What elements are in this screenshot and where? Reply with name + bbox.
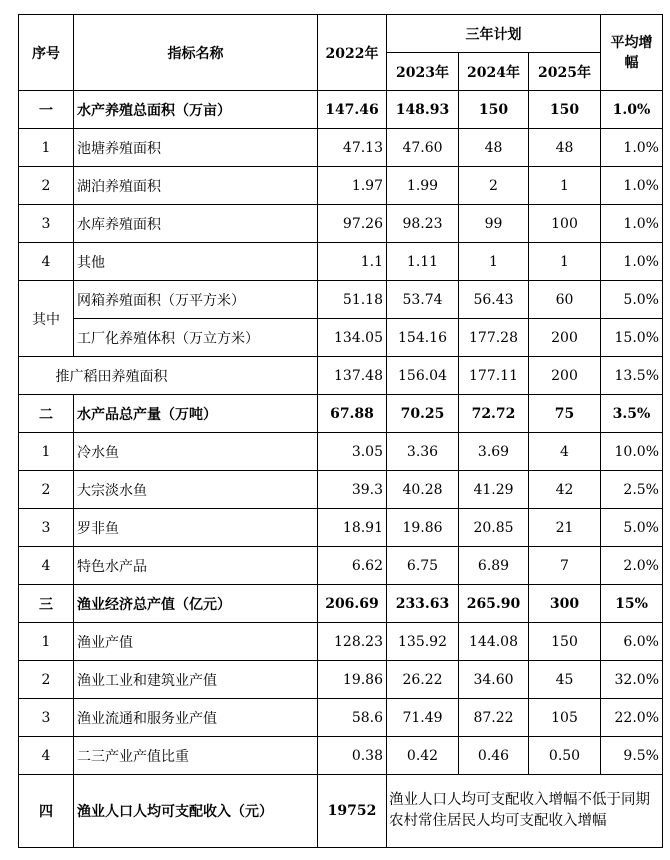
row-2022-cell: 97.26 — [318, 205, 387, 243]
income-name-cell: 渔业人口人均可支配收入（元） — [74, 775, 318, 848]
row-2025-cell: 48 — [529, 129, 601, 167]
row-2024-cell: 87.22 — [459, 699, 529, 737]
row-2022-cell: 137.48 — [318, 357, 387, 395]
row-2024-cell: 265.90 — [459, 585, 529, 623]
row-2024-cell: 3.69 — [459, 433, 529, 471]
row-2023-cell: 135.92 — [387, 623, 459, 661]
row-seq-cell: 1 — [19, 129, 74, 167]
row-avg-cell: 32.0% — [601, 661, 663, 699]
row-2023-cell: 47.60 — [387, 129, 459, 167]
row-name-cell: 大宗淡水鱼 — [74, 471, 318, 509]
row-name-cell: 渔业工业和建筑业产值 — [74, 661, 318, 699]
row-seq-cell: 2 — [19, 661, 74, 699]
row-name-cell: 渔业经济总产值（亿元） — [74, 585, 318, 623]
row-2024-cell: 0.46 — [459, 737, 529, 775]
row-seq-cell: 三 — [19, 585, 74, 623]
row-2024-cell: 99 — [459, 205, 529, 243]
header-2025: 2025年 — [529, 53, 601, 91]
row-2024-cell: 6.89 — [459, 547, 529, 585]
row-2023-cell: 98.23 — [387, 205, 459, 243]
row-avg-cell: 1.0% — [601, 91, 663, 129]
row-2025-cell: 75 — [529, 395, 601, 433]
row-2023-cell: 70.25 — [387, 395, 459, 433]
row-2022-cell: 67.88 — [318, 395, 387, 433]
row-2025-cell: 60 — [529, 281, 601, 319]
table-row — [19, 205, 663, 243]
income-note-cell: 渔业人口人均可支配收入增幅不低于同期农村常住居民人均可支配收入增幅 — [387, 775, 663, 848]
table-row — [19, 737, 663, 775]
row-2022-cell: 206.69 — [318, 585, 387, 623]
row-2025-cell: 100 — [529, 205, 601, 243]
row-seq-cell: 4 — [19, 737, 74, 775]
row-name-cell: 水产品总产量（万吨） — [74, 395, 318, 433]
row-2025-cell: 200 — [529, 319, 601, 357]
row-2024-cell: 34.60 — [459, 661, 529, 699]
table-row — [19, 509, 663, 547]
row-2025-cell: 45 — [529, 661, 601, 699]
row-2022-cell: 3.05 — [318, 433, 387, 471]
row-name-cell: 冷水鱼 — [74, 433, 318, 471]
income-2022-cell: 19752 — [318, 775, 387, 848]
row-seq-cell: 二 — [19, 395, 74, 433]
row-2025-cell: 42 — [529, 471, 601, 509]
row-seq-cell: 4 — [19, 243, 74, 281]
header-avg-growth-label: 平均增幅 — [610, 34, 653, 71]
row-seq-cell: 2 — [19, 167, 74, 205]
row-2024-cell: 177.28 — [459, 319, 529, 357]
row-2025-cell: 7 — [529, 547, 601, 585]
row-2022-cell: 6.62 — [318, 547, 387, 585]
row-2025-cell: 105 — [529, 699, 601, 737]
header-seq: 序号 — [19, 15, 74, 91]
row-name-cell: 二三产业产值比重 — [74, 737, 318, 775]
row-name-cell: 工厂化养殖体积（万立方米） — [74, 319, 318, 357]
row-avg-cell: 9.5% — [601, 737, 663, 775]
row-name-cell — [55, 357, 318, 395]
row-2025-cell: 1 — [529, 243, 601, 281]
row-2024-cell: 72.72 — [459, 395, 529, 433]
row-2023-cell: 6.75 — [387, 547, 459, 585]
row-2023-cell: 53.74 — [387, 281, 459, 319]
row-avg-cell: 2.5% — [601, 471, 663, 509]
row-avg-cell: 15% — [601, 585, 663, 623]
row-avg-cell: 22.0% — [601, 699, 663, 737]
row-avg-cell: 2.0% — [601, 547, 663, 585]
row-2025-cell: 0.50 — [529, 737, 601, 775]
row-avg-cell: 3.5% — [601, 395, 663, 433]
row-avg-cell: 5.0% — [601, 281, 663, 319]
table-row-income — [19, 775, 663, 848]
table-row — [19, 129, 663, 167]
row-2025-cell: 200 — [529, 357, 601, 395]
table-row — [19, 471, 663, 509]
row-name-cell: 特色水产品 — [74, 547, 318, 585]
row-2023-cell: 233.63 — [387, 585, 459, 623]
row-avg-cell: 10.0% — [601, 433, 663, 471]
row-name-cell: 罗非鱼 — [74, 509, 318, 547]
income-seq-cell: 四 — [19, 775, 74, 848]
row-2024-cell: 2 — [459, 167, 529, 205]
table-row — [19, 395, 663, 433]
table-row — [19, 167, 663, 205]
row-2023-cell: 1.99 — [387, 167, 459, 205]
row-2022-cell: 0.38 — [318, 737, 387, 775]
row-name-cell: 渔业流通和服务业产值 — [74, 699, 318, 737]
row-2022-cell: 58.6 — [318, 699, 387, 737]
row-2023-cell: 3.36 — [387, 433, 459, 471]
row-2024-cell: 48 — [459, 129, 529, 167]
row-2022-cell: 18.91 — [318, 509, 387, 547]
row-2022-cell: 39.3 — [318, 471, 387, 509]
row-avg-cell: 1.0% — [601, 205, 663, 243]
table-row — [19, 433, 663, 471]
row-2024-cell: 177.11 — [459, 357, 529, 395]
row-name-cell: 网箱养殖面积（万平方米） — [74, 281, 318, 319]
row-2025-cell: 150 — [529, 623, 601, 661]
table-row — [19, 699, 663, 737]
row-name-cell: 水库养殖面积 — [74, 205, 318, 243]
row-seq-cell: 3 — [19, 699, 74, 737]
table-row — [19, 661, 663, 699]
row-2025-cell: 21 — [529, 509, 601, 547]
row-2022-cell: 47.13 — [318, 129, 387, 167]
row-2022-cell: 147.46 — [318, 91, 387, 129]
table-body — [19, 91, 663, 848]
table-row — [19, 319, 663, 357]
row-2023-cell: 40.28 — [387, 471, 459, 509]
row-2022-cell: 1.97 — [318, 167, 387, 205]
row-avg-cell: 6.0% — [601, 623, 663, 661]
row-2024-cell: 41.29 — [459, 471, 529, 509]
row-seq-cell: 3 — [19, 205, 74, 243]
row-2023-cell: 156.04 — [387, 357, 459, 395]
row-2023-cell: 1.11 — [387, 243, 459, 281]
row-avg-cell: 5.0% — [601, 509, 663, 547]
table-row — [19, 91, 663, 129]
row-2022-cell: 1.1 — [318, 243, 387, 281]
row-name-cell: 渔业产值 — [74, 623, 318, 661]
row-seq-cell: 1 — [19, 433, 74, 471]
row-2024-cell: 56.43 — [459, 281, 529, 319]
row-2024-cell: 150 — [459, 91, 529, 129]
row-2022-cell: 19.86 — [318, 661, 387, 699]
table-row — [19, 357, 663, 395]
row-name-cell: 湖泊养殖面积 — [74, 167, 318, 205]
row-2023-cell: 148.93 — [387, 91, 459, 129]
row-seq-cell: 其中 — [19, 281, 74, 357]
table-row — [19, 547, 663, 585]
header-three-year-plan: 三年计划 — [387, 15, 601, 53]
row-2023-cell: 0.42 — [387, 737, 459, 775]
row-seq-cell: 2 — [19, 471, 74, 509]
row-2022-cell: 134.05 — [318, 319, 387, 357]
fishery-plan-table — [18, 14, 663, 848]
row-avg-cell: 13.5% — [601, 357, 663, 395]
row-2023-cell: 19.86 — [387, 509, 459, 547]
row-avg-cell: 1.0% — [601, 129, 663, 167]
row-seq-cell: 1 — [19, 623, 74, 661]
header-2023: 2023年 — [387, 53, 459, 91]
table-row — [19, 623, 663, 661]
row-name-text: 推广稻田养殖面积 — [55, 369, 168, 385]
row-name-cell: 水产养殖总面积（万亩） — [74, 91, 318, 129]
row-2024-cell: 20.85 — [459, 509, 529, 547]
row-name-cell: 其他 — [74, 243, 318, 281]
row-avg-cell: 15.0% — [601, 319, 663, 357]
row-2022-cell: 51.18 — [318, 281, 387, 319]
header-avg-growth — [601, 15, 663, 91]
row-avg-cell: 1.0% — [601, 167, 663, 205]
row-seq-cell: 3 — [19, 509, 74, 547]
row-2025-cell: 300 — [529, 585, 601, 623]
header-2024: 2024年 — [459, 53, 529, 91]
row-2025-cell: 4 — [529, 433, 601, 471]
table-row — [19, 281, 663, 319]
row-2024-cell: 144.08 — [459, 623, 529, 661]
row-2023-cell: 71.49 — [387, 699, 459, 737]
row-name-cell: 池塘养殖面积 — [74, 129, 318, 167]
row-2024-cell: 1 — [459, 243, 529, 281]
row-seq-cell: 4 — [19, 547, 74, 585]
table-row — [19, 243, 663, 281]
row-2025-cell: 150 — [529, 91, 601, 129]
header-indicator: 指标名称 — [74, 15, 318, 91]
row-2022-cell: 128.23 — [318, 623, 387, 661]
row-2023-cell: 154.16 — [387, 319, 459, 357]
row-avg-cell: 1.0% — [601, 243, 663, 281]
row-2025-cell: 1 — [529, 167, 601, 205]
table-row — [19, 585, 663, 623]
row-2023-cell: 26.22 — [387, 661, 459, 699]
header-2022: 2022年 — [318, 15, 387, 91]
row-seq-cell: 一 — [19, 91, 74, 129]
